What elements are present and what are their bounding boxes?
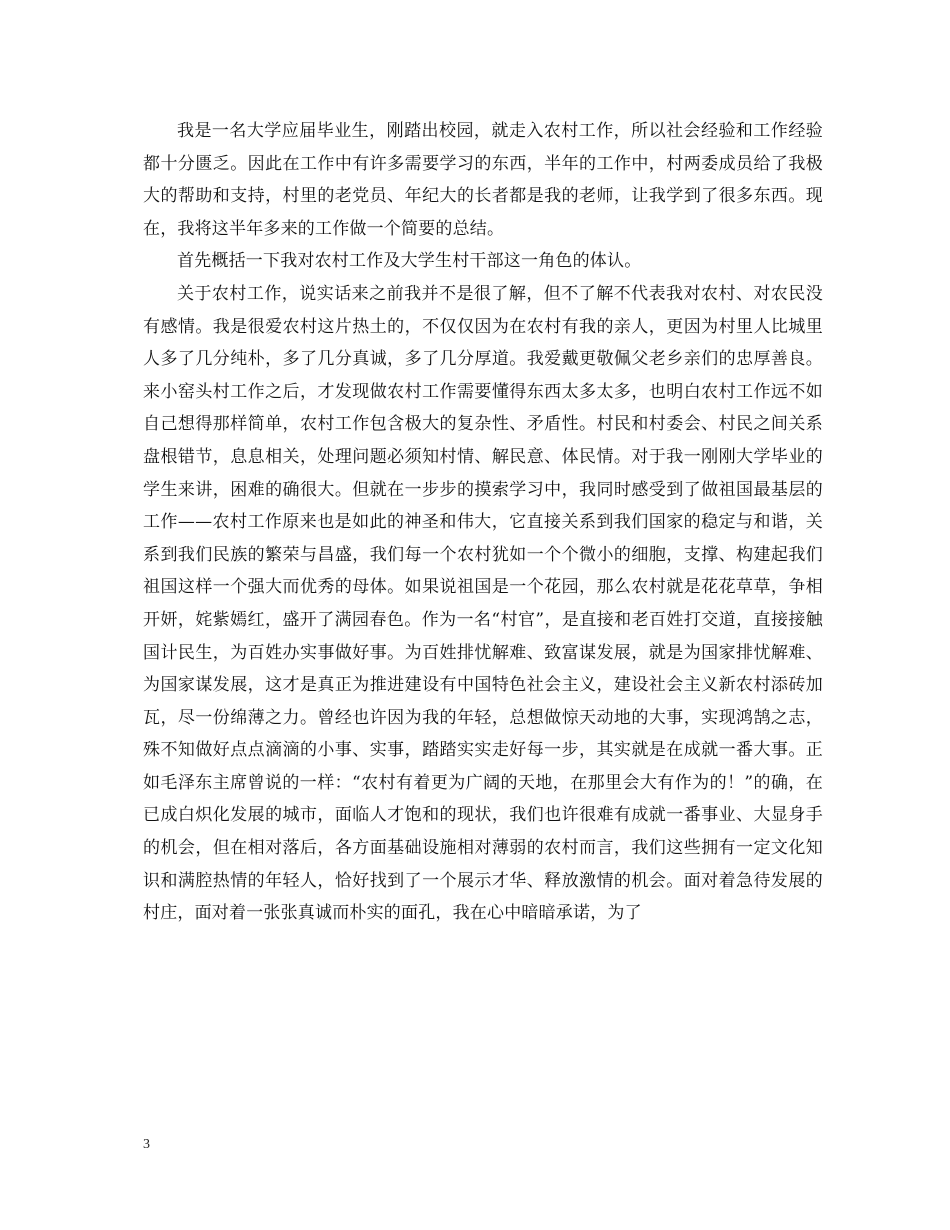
paragraph-3: 关于农村工作，说实话来之前我并不是很了解，但不了解不代表我对农村、对农民没有感情。我是很爱农村这片热土的，不仅仅因为在农村有我的亲人，更因为村里人比城里人多了几分纯朴，多了几分真诚，多了几分厚道。我爱戴更敬佩父老乡亲们的忠厚善良。来小窑头村工作之后，才发现做农村工作需要懂得东西太多太多，也明白农村工作远不如自己想得那样简单，农村工作包含极大的复杂性、矛盾性。村民和村委会、村民之间关系盘根错节，息息相关，处理问题必须知村情、解民意、体民情。对于我一刚刚大学毕业的学生来讲，困难的确很大。但就在一步步的摸索学习中，我同时感受到了做祖国最基层的工作——农村工作原来也是如此的神圣和伟大，它直接关系到我们国家的稳定与和谐，关系到我们民族的繁荣与昌盛，我们每一个农村犹如一个个微小的细胞，支撑、构建起我们祖国这样一个强大而优秀的母体。如果说祖国是一个花园，那么农村就是花花草草，争相开妍，姹紫嫣红，盛开了满园春色。作为一名“村官”，是直接和老百姓打交道，直接接触国计民生，为百姓办实事做好事。为百姓排忧解难、致富谋发展，就是为国家排忧解难、为国家谋发展，这才是真正为推进建设有中国特色社会主义，建设社会主义新农村添砖加瓦，尽一份绵薄之力。曾经也许因为我的年轻，总想做惊天动地的大事，实现鸿鹄之志，殊不知做好点点滴滴的小事、实事，踏踏实实走好每一步，其实就是在成就一番大事。正如毛泽东主席曾说的一样：“农村有着更为广阔的天地，在那里会大有作为的！”的确，在已成白炽化发展的城市，面临人才饱和的现状，我们也许很难有成就一番事业、大显身手的机会，但在相对落后，各方面基础设施相对薄弱的农村而言，我们这些拥有一定文化知识和满腔热情的年轻人，恰好找到了一个展示才华、释放激情的机会。面对着急待发展的村庄，面对着一张张真诚而朴实的面孔，我在心中暗暗承诺，为了 bbox=[143, 283, 823, 924]
page-number: 3 bbox=[143, 1137, 150, 1152]
paragraph-2: 首先概括一下我对农村工作及大学生村干部这一角色的体认。 bbox=[177, 251, 642, 272]
paragraph-1: 我是一名大学应届毕业生，刚踏出校园，就走入农村工作，所以社会经验和工作经验都十分匮乏。因此在工作中有许多需要学习的东西，半年的工作中，村两委成员给了我极大的帮助和支持，村里的老党员、年纪大的长者都是我的老师，让我学到了很多东西。现在，我将这半年多来的工作做一个简要的总结。 bbox=[143, 121, 823, 239]
body-text bbox=[143, 115, 823, 930]
